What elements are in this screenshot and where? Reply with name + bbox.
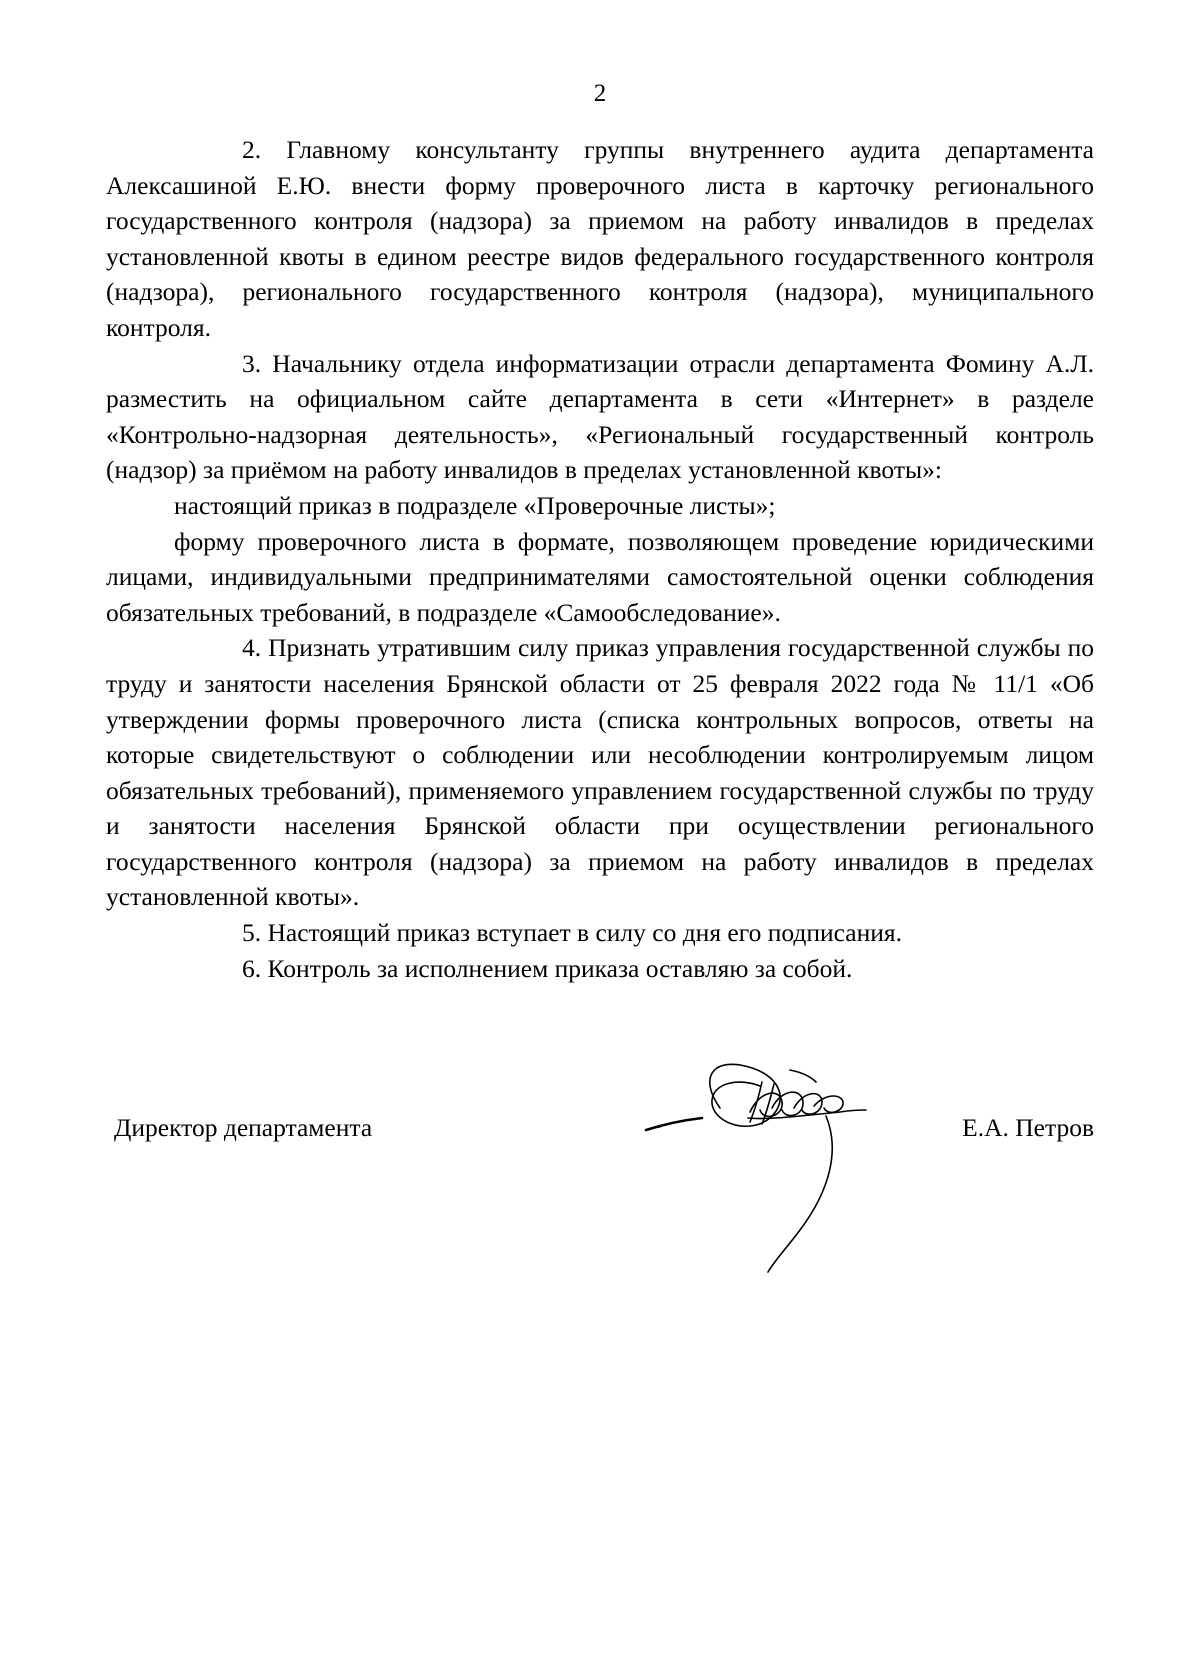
page-number: 2 [593, 80, 607, 107]
paragraph-item-4 [106, 630, 1094, 915]
signatory-title: Директор департамента [114, 1113, 373, 1142]
item-number: 2. [242, 135, 262, 164]
paragraph-item-3 [106, 346, 1094, 488]
item-number: 6. [242, 953, 262, 983]
item-number: 5. [242, 918, 262, 948]
paragraph-text: Главному консультанту группы внутреннего аудита департамента Алексашиной Е.Ю. внести форму проверочного листа в карточку регионального государственного контроля (надзора) за приемом на работу инвалидов в пределах установленной квоты в едином реестре видов федерального государственного контроля (надзора), регионального государственного контроля (надзора), муниципального контроля. [106, 135, 1095, 342]
signatory-name: Е.А. Петров [962, 1113, 1094, 1142]
paragraph-text: настоящий приказ в подразделе «Проверочные листы»; [174, 490, 776, 520]
paragraph-text: Настоящий приказ вступает в силу со дня его подписания. [267, 918, 902, 948]
paragraph-item-2 [106, 132, 1094, 346]
paragraph-text: Начальнику отдела информатизации отрасли департамента Фомину А.Л. разместить на официальном сайте департамента в сети «Интернет» в разделе «Контрольно-надзорная деятельность», «Региональный государственный контроль (надзор) за приёмом на работу инвалидов в пределах установленной квоты»: [106, 348, 1095, 485]
paragraph-text: Контроль за исполнением приказа оставляю за собой. [267, 953, 853, 983]
item-number: 4. [242, 633, 262, 663]
item-number: 3. [242, 348, 262, 378]
paragraph-subitem-order [106, 488, 1094, 524]
handwritten-signature [640, 1060, 910, 1290]
paragraph-item-6 [106, 951, 1094, 987]
paragraph-item-5 [106, 915, 1094, 951]
paragraph-text: форму проверочного листа в формате, позволяющем проведение юридическими лицами, индивидуальными предпринимателями самостоятельной оценки соблюдения обязательных требований, в подразделе «Самообследование». [106, 526, 1094, 627]
document-body [106, 132, 1094, 986]
paragraph-text: Признать утратившим силу приказ управления государственной службы по труду и занятости населения Брянской области от 25 февраля 2022 года № 11/1 «Об утверждении формы проверочного листа (списка контрольных вопросов, ответы на которые свидетельствуют о соблюдении или несоблюдении контролируемым лицом обязательных требований), применяемого управлением государственной службы по труду и занятости населения Брянской области при осуществлении регионального государственного контроля (надзора) за приемом на работу инвалидов в пределах установленной квоты». [106, 633, 1094, 912]
paragraph-subitem-form [106, 524, 1094, 631]
signature-block [106, 1110, 1094, 1150]
